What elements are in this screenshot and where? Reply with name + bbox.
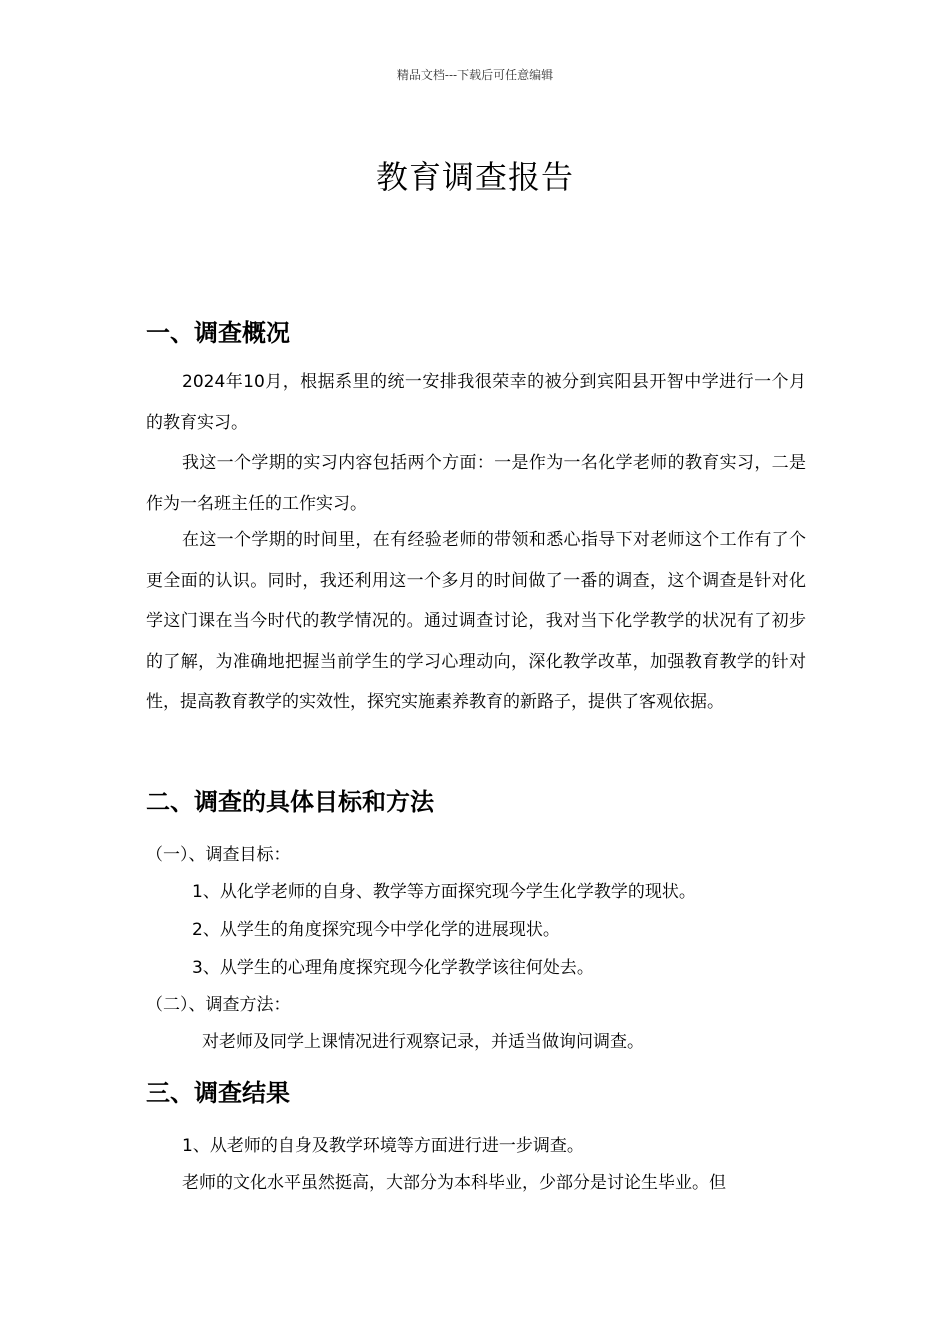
section-heading-overview: 一、调查概况 [146,319,290,347]
goal-item-1: 1、从化学老师的自身、教学等方面探究现今学生化学教学的现状。 [192,882,696,902]
paragraph-internship-content: 我这一个学期的实习内容包括两个方面：一是作为一名化学老师的教育实习，二是作为一名班主任的工作实习。 [146,453,806,514]
goal-item-3: 3、从学生的心理角度探究现今化学教学该往何处去。 [192,958,594,978]
method-text: 对老师及同学上课情况进行观察记录，并适当做询问调查。 [202,1032,644,1052]
paragraph-teacher-level: 老师的文化水平虽然挺高，大部分为本科毕业，少部分是讨论生毕业。但 [182,1173,726,1193]
section-heading-results: 三、调查结果 [146,1079,290,1107]
section-heading-goals-methods: 二、调查的具体目标和方法 [146,788,434,816]
paragraph-internship-intro: 2024年10月，根据系里的统一安排我很荣幸的被分到宾阳县开智中学进行一个月的教育实习。 [146,372,806,433]
result-item-1: 1、从老师的自身及教学环境等方面进行进一步调查。 [182,1136,584,1156]
header-note: 精品文档---下载后可任意编辑 [396,68,554,82]
goal-item-2: 2、从学生的角度探究现今中学化学的进展现状。 [192,920,560,940]
subheading-methods: （二）、调查方法： [146,995,291,1015]
subheading-goals: （一）、调查目标： [146,845,291,865]
document-title: 教育调查报告 [375,158,574,196]
paragraph-survey-purpose: 在这一个学期的时间里，在有经验老师的带领和悉心指导下对老师这个工作有了个更全面的认识。同时，我还利用这一个多月的时间做了一番的调查，这个调查是针对化学这门课在当今时代的教学情况的。通过调查讨论，我对当下化学教学的状况有了初步的了解，为准确地把握当前学生的学习心理动向，深化教学改革，加强教育教学的针对性，提高教育教学的实效性，探究实施素养教育的新路子，提供了客观依据。 [146,530,806,712]
